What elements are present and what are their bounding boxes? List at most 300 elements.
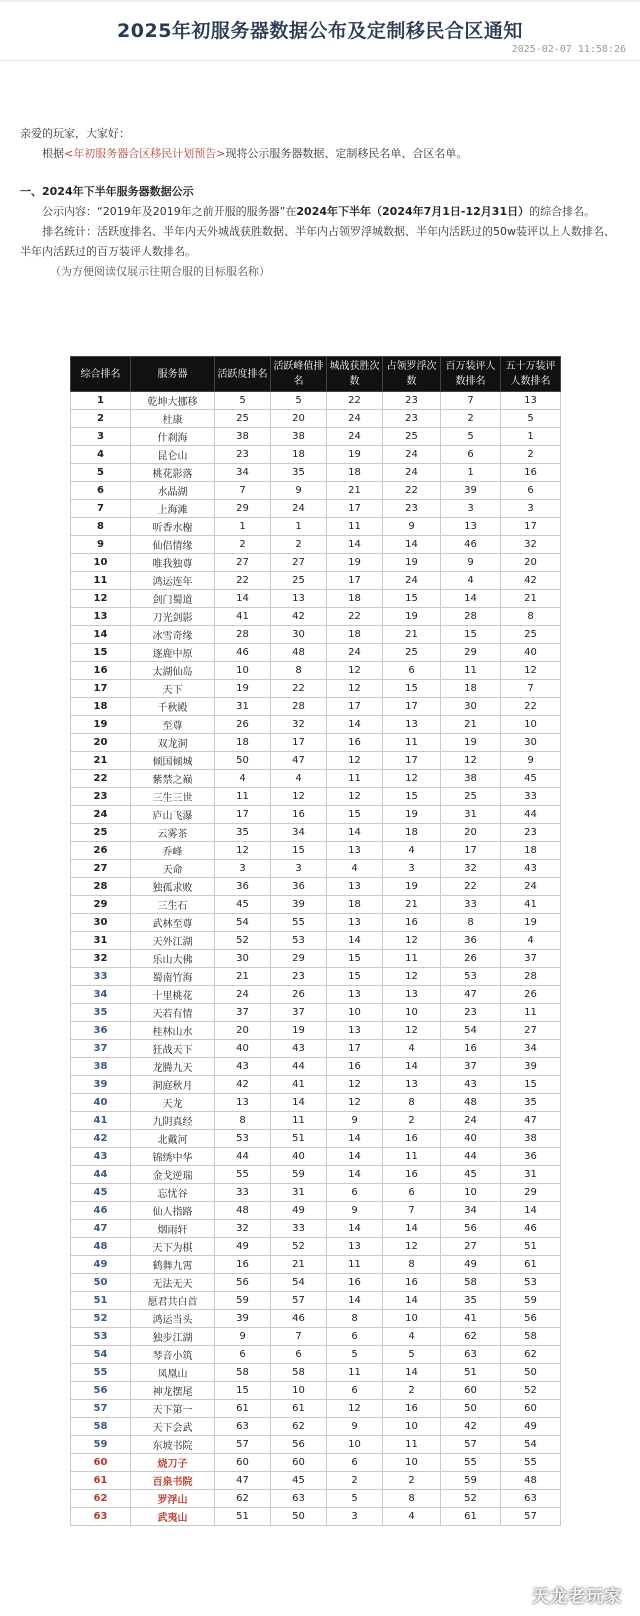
- luofu-cell: 14: [383, 1058, 441, 1076]
- citywar-cell: 9: [327, 1112, 383, 1130]
- server-cell: 十里桃花: [131, 986, 215, 1004]
- scope-paragraph: [20, 202, 624, 222]
- million-cell: 63: [441, 1346, 501, 1364]
- luofu-cell: 4: [383, 1040, 441, 1058]
- peak-cell: 27: [271, 554, 327, 572]
- halfmillion-cell: 30: [501, 734, 561, 752]
- table-row: [71, 1166, 561, 1184]
- halfmillion-cell: 62: [501, 1346, 561, 1364]
- rank-cell: 29: [71, 896, 131, 914]
- citywar-cell: 14: [327, 1130, 383, 1148]
- halfmillion-cell: 34: [501, 1040, 561, 1058]
- server-cell: 凤凰山: [131, 1364, 215, 1382]
- activity-cell: 18: [215, 734, 271, 752]
- rank-cell: 45: [71, 1184, 131, 1202]
- rank-cell: 15: [71, 644, 131, 662]
- citywar-cell: 13: [327, 842, 383, 860]
- million-cell: 14: [441, 590, 501, 608]
- peak-cell: 23: [271, 968, 327, 986]
- million-cell: 44: [441, 1148, 501, 1166]
- million-cell: 53: [441, 968, 501, 986]
- citywar-cell: 9: [327, 1202, 383, 1220]
- luofu-cell: 24: [383, 572, 441, 590]
- citywar-cell: 6: [327, 1382, 383, 1400]
- luofu-cell: 5: [383, 1346, 441, 1364]
- activity-cell: 47: [215, 1472, 271, 1490]
- million-cell: 2: [441, 410, 501, 428]
- citywar-cell: 10: [327, 1004, 383, 1022]
- million-cell: 46: [441, 536, 501, 554]
- activity-cell: 60: [215, 1454, 271, 1472]
- peak-cell: 47: [271, 752, 327, 770]
- activity-cell: 22: [215, 572, 271, 590]
- luofu-cell: 14: [383, 1292, 441, 1310]
- peak-cell: 19: [271, 1022, 327, 1040]
- activity-cell: 25: [215, 410, 271, 428]
- server-cell: 水晶湖: [131, 482, 215, 500]
- halfmillion-cell: 61: [501, 1256, 561, 1274]
- million-cell: 48: [441, 1094, 501, 1112]
- rank-cell: 42: [71, 1130, 131, 1148]
- luofu-cell: 2: [383, 1382, 441, 1400]
- top-bar: [0, 0, 640, 2]
- server-cell: 鸿运连年: [131, 572, 215, 590]
- million-cell: 18: [441, 680, 501, 698]
- table-row: [71, 842, 561, 860]
- server-cell: 北戴河: [131, 1130, 215, 1148]
- server-cell: 天若有情: [131, 1004, 215, 1022]
- column-header: 活跃度排名: [215, 357, 271, 392]
- rank-cell: 35: [71, 1004, 131, 1022]
- luofu-cell: 13: [383, 1076, 441, 1094]
- rank-cell: 30: [71, 914, 131, 932]
- luofu-cell: 3: [383, 860, 441, 878]
- server-cell: 刀光剑影: [131, 608, 215, 626]
- halfmillion-cell: 41: [501, 896, 561, 914]
- table-row: [71, 1382, 561, 1400]
- server-cell: 紫禁之巅: [131, 770, 215, 788]
- citywar-cell: 18: [327, 626, 383, 644]
- luofu-cell: 14: [383, 1364, 441, 1382]
- peak-cell: 6: [271, 1346, 327, 1364]
- table-row: [71, 608, 561, 626]
- table-row: [71, 446, 561, 464]
- million-cell: 41: [441, 1310, 501, 1328]
- activity-cell: 49: [215, 1238, 271, 1256]
- halfmillion-cell: 44: [501, 806, 561, 824]
- server-cell: 庐山飞瀑: [131, 806, 215, 824]
- peak-cell: 7: [271, 1328, 327, 1346]
- table-row: [71, 1094, 561, 1112]
- activity-cell: 63: [215, 1418, 271, 1436]
- table-row: [71, 824, 561, 842]
- luofu-cell: 10: [383, 1454, 441, 1472]
- peak-cell: 13: [271, 590, 327, 608]
- citywar-cell: 12: [327, 752, 383, 770]
- server-cell: 天下: [131, 680, 215, 698]
- halfmillion-cell: 39: [501, 1058, 561, 1076]
- table-row: [71, 806, 561, 824]
- peak-cell: 40: [271, 1148, 327, 1166]
- activity-cell: 45: [215, 896, 271, 914]
- million-cell: 55: [441, 1454, 501, 1472]
- table-row: [71, 1310, 561, 1328]
- server-cell: 什刹海: [131, 428, 215, 446]
- million-cell: 50: [441, 1400, 501, 1418]
- table-row: [71, 1004, 561, 1022]
- halfmillion-cell: 53: [501, 1274, 561, 1292]
- luofu-cell: 16: [383, 1166, 441, 1184]
- table-row: [71, 1454, 561, 1472]
- halfmillion-cell: 13: [501, 392, 561, 410]
- column-header: 百万装评人数排名: [441, 357, 501, 392]
- million-cell: 29: [441, 644, 501, 662]
- table-row: [71, 1148, 561, 1166]
- server-cell: 九阴真经: [131, 1112, 215, 1130]
- peak-cell: 24: [271, 500, 327, 518]
- activity-cell: 10: [215, 662, 271, 680]
- greeting: 亲爱的玩家，大家好：: [20, 127, 130, 140]
- server-cell: 蜀南竹海: [131, 968, 215, 986]
- table-row: [71, 1490, 561, 1508]
- luofu-cell: 18: [383, 824, 441, 842]
- luofu-cell: 25: [383, 644, 441, 662]
- intro-link[interactable]: <年初服务器合区移民计划预告>: [64, 147, 226, 160]
- peak-cell: 48: [271, 644, 327, 662]
- million-cell: 56: [441, 1220, 501, 1238]
- server-cell: 乔峰: [131, 842, 215, 860]
- luofu-cell: 11: [383, 1148, 441, 1166]
- rank-cell: 25: [71, 824, 131, 842]
- rank-cell: 63: [71, 1508, 131, 1526]
- million-cell: 20: [441, 824, 501, 842]
- halfmillion-cell: 32: [501, 536, 561, 554]
- million-cell: 28: [441, 608, 501, 626]
- server-cell: 武林至尊: [131, 914, 215, 932]
- stats-paragraph: 排名统计：活跃度排名、半年内天外城战获胜数据、半年内占领罗浮城数据、半年内活跃过的50w装评以上人数排名、半年内活跃过的百万装评人数排名。: [20, 225, 615, 258]
- peak-cell: 4: [271, 770, 327, 788]
- server-ranking-table: [70, 356, 561, 1526]
- rank-cell: 13: [71, 608, 131, 626]
- million-cell: 33: [441, 896, 501, 914]
- luofu-cell: 21: [383, 626, 441, 644]
- server-cell: 忘忧谷: [131, 1184, 215, 1202]
- citywar-cell: 17: [327, 1040, 383, 1058]
- rank-cell: 55: [71, 1364, 131, 1382]
- activity-cell: 40: [215, 1040, 271, 1058]
- activity-cell: 4: [215, 770, 271, 788]
- peak-cell: 20: [271, 410, 327, 428]
- million-cell: 27: [441, 1238, 501, 1256]
- column-header: 服务器: [131, 357, 215, 392]
- luofu-cell: 12: [383, 1238, 441, 1256]
- halfmillion-cell: 9: [501, 752, 561, 770]
- peak-cell: 14: [271, 1094, 327, 1112]
- peak-cell: 34: [271, 824, 327, 842]
- activity-cell: 17: [215, 806, 271, 824]
- activity-cell: 26: [215, 716, 271, 734]
- halfmillion-cell: 63: [501, 1490, 561, 1508]
- million-cell: 23: [441, 1004, 501, 1022]
- million-cell: 21: [441, 716, 501, 734]
- luofu-cell: 22: [383, 482, 441, 500]
- million-cell: 7: [441, 392, 501, 410]
- rank-cell: 23: [71, 788, 131, 806]
- activity-cell: 54: [215, 914, 271, 932]
- citywar-cell: 3: [327, 1508, 383, 1526]
- halfmillion-cell: 14: [501, 1202, 561, 1220]
- rank-cell: 40: [71, 1094, 131, 1112]
- million-cell: 58: [441, 1274, 501, 1292]
- rank-cell: 27: [71, 860, 131, 878]
- server-cell: 百泉书院: [131, 1472, 215, 1490]
- luofu-cell: 12: [383, 968, 441, 986]
- citywar-cell: 21: [327, 482, 383, 500]
- rank-cell: 18: [71, 698, 131, 716]
- luofu-cell: 24: [383, 464, 441, 482]
- luofu-cell: 23: [383, 392, 441, 410]
- peak-cell: 61: [271, 1400, 327, 1418]
- peak-cell: 58: [271, 1364, 327, 1382]
- rank-cell: 61: [71, 1472, 131, 1490]
- luofu-cell: 11: [383, 950, 441, 968]
- table-row: [71, 392, 561, 410]
- luofu-cell: 12: [383, 1022, 441, 1040]
- million-cell: 5: [441, 428, 501, 446]
- luofu-cell: 19: [383, 806, 441, 824]
- citywar-cell: 8: [327, 1310, 383, 1328]
- activity-cell: 35: [215, 824, 271, 842]
- citywar-cell: 11: [327, 518, 383, 536]
- rank-cell: 16: [71, 662, 131, 680]
- million-cell: 49: [441, 1256, 501, 1274]
- server-cell: 鸿运当头: [131, 1310, 215, 1328]
- million-cell: 19: [441, 734, 501, 752]
- activity-cell: 7: [215, 482, 271, 500]
- halfmillion-cell: 55: [501, 1454, 561, 1472]
- luofu-cell: 25: [383, 428, 441, 446]
- citywar-cell: 24: [327, 428, 383, 446]
- citywar-cell: 15: [327, 806, 383, 824]
- table-row: [71, 860, 561, 878]
- citywar-cell: 11: [327, 1364, 383, 1382]
- server-cell: 神龙摆尾: [131, 1382, 215, 1400]
- server-cell: 听香水榭: [131, 518, 215, 536]
- server-cell: 烟雨轩: [131, 1220, 215, 1238]
- table-header: [71, 357, 561, 392]
- citywar-cell: 13: [327, 986, 383, 1004]
- million-cell: 59: [441, 1472, 501, 1490]
- activity-cell: 2: [215, 536, 271, 554]
- table-row: [71, 1346, 561, 1364]
- rank-cell: 39: [71, 1076, 131, 1094]
- rank-cell: 37: [71, 1040, 131, 1058]
- million-cell: 40: [441, 1130, 501, 1148]
- peak-cell: 3: [271, 860, 327, 878]
- halfmillion-cell: 24: [501, 878, 561, 896]
- million-cell: 42: [441, 1418, 501, 1436]
- citywar-cell: 14: [327, 824, 383, 842]
- million-cell: 45: [441, 1166, 501, 1184]
- activity-cell: 57: [215, 1436, 271, 1454]
- scope-bold: 2024年下半年（2024年7月1日-12月31日）: [296, 205, 530, 218]
- table-row: [71, 698, 561, 716]
- server-cell: 琴音小筑: [131, 1346, 215, 1364]
- rank-cell: 5: [71, 464, 131, 482]
- server-cell: 天龙: [131, 1094, 215, 1112]
- million-cell: 13: [441, 518, 501, 536]
- million-cell: 4: [441, 572, 501, 590]
- table-row: [71, 590, 561, 608]
- table-row: [71, 1184, 561, 1202]
- activity-cell: 8: [215, 1112, 271, 1130]
- rank-cell: 56: [71, 1382, 131, 1400]
- million-cell: 51: [441, 1364, 501, 1382]
- peak-cell: 16: [271, 806, 327, 824]
- table-row: [71, 1076, 561, 1094]
- rank-cell: 50: [71, 1274, 131, 1292]
- luofu-cell: 12: [383, 932, 441, 950]
- halfmillion-cell: 48: [501, 1472, 561, 1490]
- server-cell: 狂战天下: [131, 1040, 215, 1058]
- rank-cell: 22: [71, 770, 131, 788]
- table-row: [71, 1058, 561, 1076]
- activity-cell: 11: [215, 788, 271, 806]
- server-cell: 锦绣中华: [131, 1148, 215, 1166]
- halfmillion-cell: 10: [501, 716, 561, 734]
- intro-paragraph: [20, 144, 624, 164]
- million-cell: 57: [441, 1436, 501, 1454]
- citywar-cell: 22: [327, 392, 383, 410]
- citywar-cell: 13: [327, 878, 383, 896]
- luofu-cell: 10: [383, 1418, 441, 1436]
- table-row: [71, 410, 561, 428]
- luofu-cell: 8: [383, 1490, 441, 1508]
- activity-cell: 42: [215, 1076, 271, 1094]
- rank-cell: 21: [71, 752, 131, 770]
- table-row: [71, 932, 561, 950]
- halfmillion-cell: 15: [501, 1076, 561, 1094]
- column-header: 综合排名: [71, 357, 131, 392]
- server-cell: 杜康: [131, 410, 215, 428]
- luofu-cell: 19: [383, 608, 441, 626]
- peak-cell: 54: [271, 1274, 327, 1292]
- table-row: [71, 1400, 561, 1418]
- server-cell: 桃花影落: [131, 464, 215, 482]
- halfmillion-cell: 59: [501, 1292, 561, 1310]
- activity-cell: 30: [215, 950, 271, 968]
- peak-cell: 43: [271, 1040, 327, 1058]
- citywar-cell: 16: [327, 1274, 383, 1292]
- rank-cell: 46: [71, 1202, 131, 1220]
- peak-cell: 11: [271, 1112, 327, 1130]
- luofu-cell: 16: [383, 1274, 441, 1292]
- halfmillion-cell: 45: [501, 770, 561, 788]
- server-cell: 独步江湖: [131, 1328, 215, 1346]
- rank-cell: 36: [71, 1022, 131, 1040]
- header-divider: [0, 60, 640, 61]
- luofu-cell: 15: [383, 788, 441, 806]
- table-row: [71, 1256, 561, 1274]
- halfmillion-cell: 28: [501, 968, 561, 986]
- activity-cell: 53: [215, 1130, 271, 1148]
- luofu-cell: 10: [383, 1310, 441, 1328]
- table-row: [71, 1472, 561, 1490]
- million-cell: 10: [441, 1184, 501, 1202]
- activity-cell: 46: [215, 644, 271, 662]
- rank-cell: 7: [71, 500, 131, 518]
- server-cell: 金戈逆瑞: [131, 1166, 215, 1184]
- column-header: 活跃峰值排名: [271, 357, 327, 392]
- server-cell: 天下为棋: [131, 1238, 215, 1256]
- halfmillion-cell: 27: [501, 1022, 561, 1040]
- peak-cell: 39: [271, 896, 327, 914]
- halfmillion-cell: 57: [501, 1508, 561, 1526]
- server-cell: 无法无天: [131, 1274, 215, 1292]
- citywar-cell: 15: [327, 950, 383, 968]
- citywar-cell: 16: [327, 1058, 383, 1076]
- table-row: [71, 752, 561, 770]
- peak-cell: 60: [271, 1454, 327, 1472]
- million-cell: 60: [441, 1382, 501, 1400]
- activity-cell: 48: [215, 1202, 271, 1220]
- rank-cell: 53: [71, 1328, 131, 1346]
- activity-cell: 13: [215, 1094, 271, 1112]
- server-cell: 鹤舞九霄: [131, 1256, 215, 1274]
- rank-cell: 33: [71, 968, 131, 986]
- million-cell: 26: [441, 950, 501, 968]
- luofu-cell: 9: [383, 518, 441, 536]
- citywar-cell: 18: [327, 590, 383, 608]
- rank-cell: 9: [71, 536, 131, 554]
- table-row: [71, 1436, 561, 1454]
- halfmillion-cell: 12: [501, 662, 561, 680]
- peak-cell: 9: [271, 482, 327, 500]
- table-row: [71, 770, 561, 788]
- rank-cell: 52: [71, 1310, 131, 1328]
- citywar-cell: 18: [327, 896, 383, 914]
- activity-cell: 9: [215, 1328, 271, 1346]
- halfmillion-cell: 18: [501, 842, 561, 860]
- server-cell: 仙侣情缘: [131, 536, 215, 554]
- citywar-cell: 12: [327, 1400, 383, 1418]
- table-row: [71, 1364, 561, 1382]
- table-row: [71, 1418, 561, 1436]
- million-cell: 54: [441, 1022, 501, 1040]
- server-cell: 唯我独尊: [131, 554, 215, 572]
- peak-cell: 35: [271, 464, 327, 482]
- luofu-cell: 8: [383, 1256, 441, 1274]
- table-row: [71, 572, 561, 590]
- citywar-cell: 17: [327, 698, 383, 716]
- activity-cell: 3: [215, 860, 271, 878]
- citywar-cell: 19: [327, 554, 383, 572]
- scope-suffix: 的综合排名。: [529, 205, 596, 218]
- halfmillion-cell: 3: [501, 500, 561, 518]
- million-cell: 47: [441, 986, 501, 1004]
- activity-cell: 15: [215, 1382, 271, 1400]
- luofu-cell: 7: [383, 1202, 441, 1220]
- luofu-cell: 21: [383, 896, 441, 914]
- table-row: [71, 896, 561, 914]
- luofu-cell: 15: [383, 590, 441, 608]
- halfmillion-cell: 43: [501, 860, 561, 878]
- luofu-cell: 11: [383, 1436, 441, 1454]
- million-cell: 3: [441, 500, 501, 518]
- table-row: [71, 518, 561, 536]
- citywar-cell: 6: [327, 1184, 383, 1202]
- peak-cell: 2: [271, 536, 327, 554]
